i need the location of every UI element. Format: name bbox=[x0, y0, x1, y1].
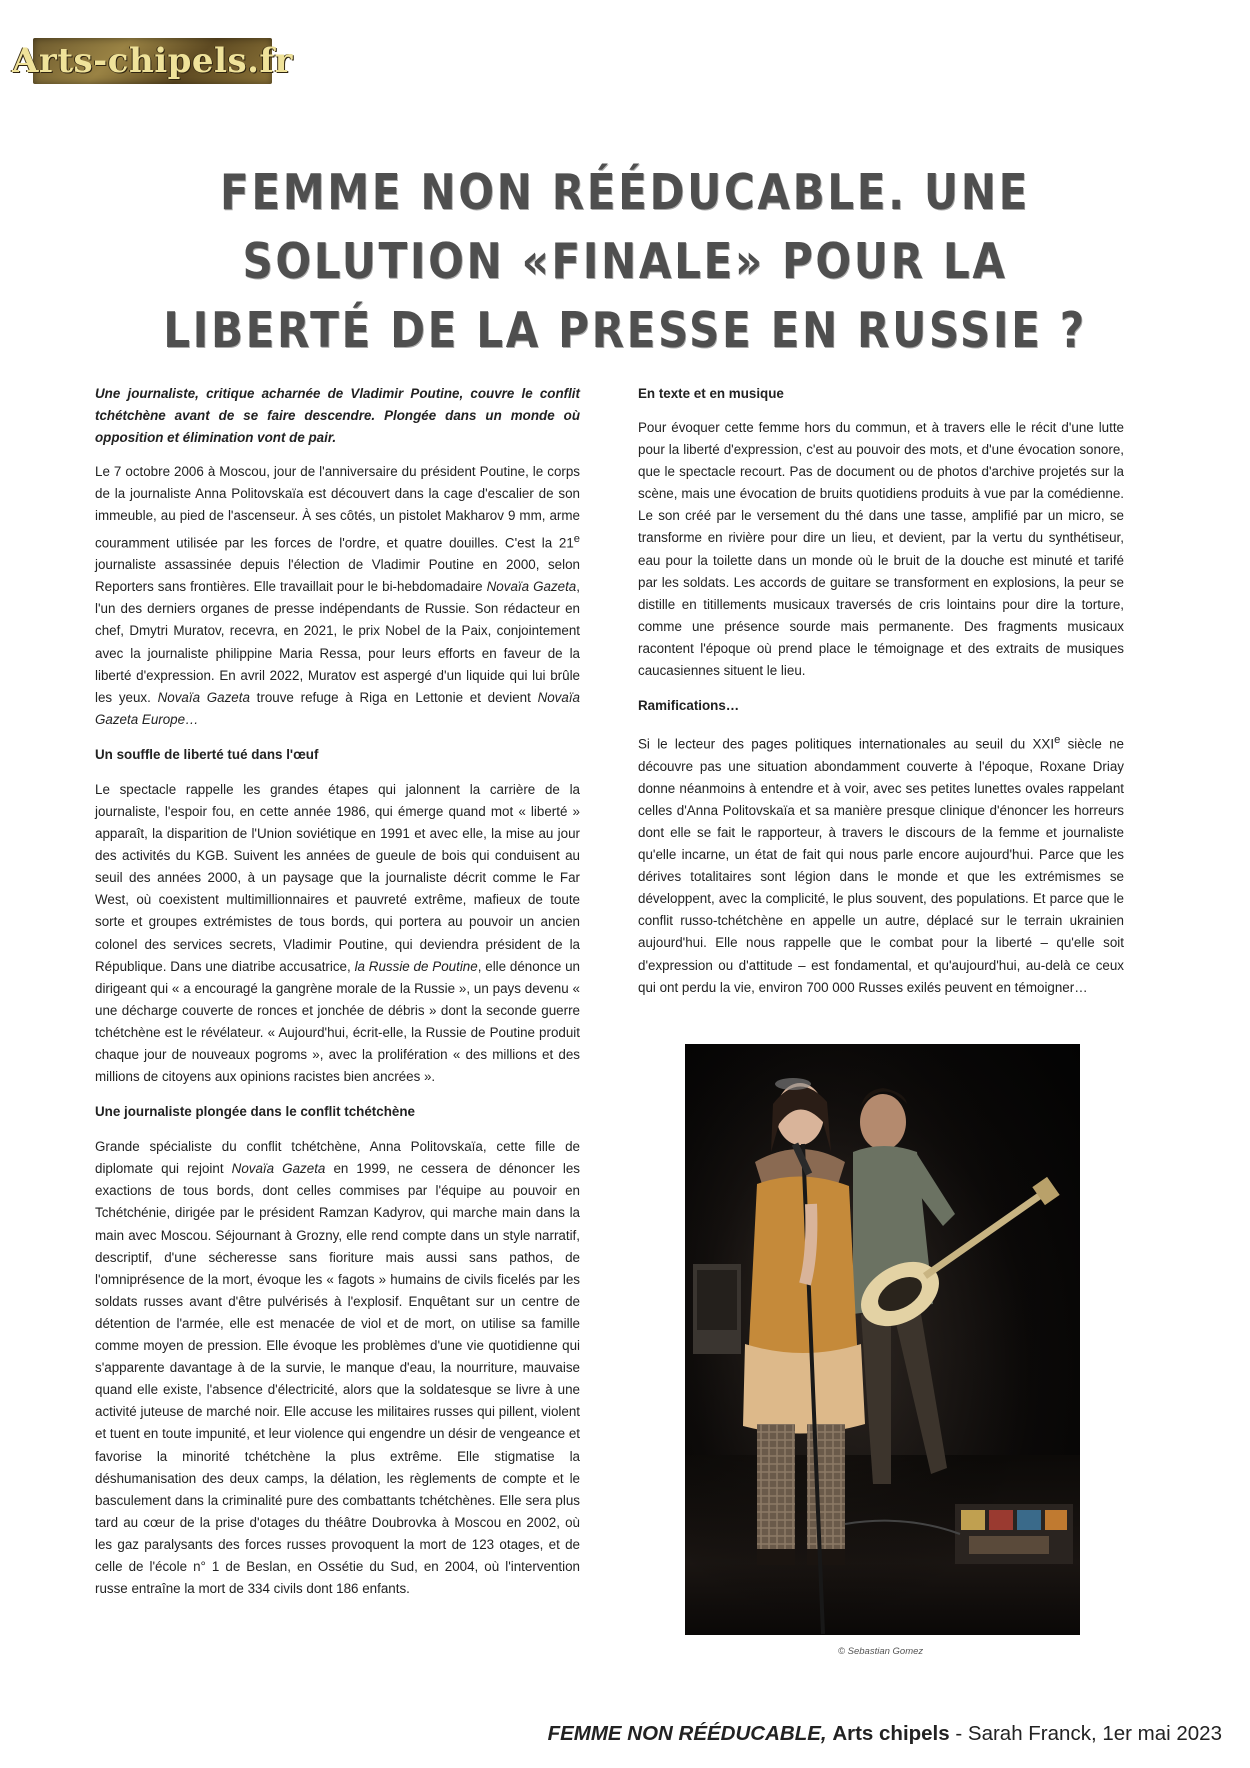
paragraph-5-text: Si le lecteur des pages politiques internationales au seuil du XXI bbox=[638, 736, 1055, 752]
paragraph-2-text: Le spectacle rappelle les grandes étapes qui jalonnent la carrière de la journaliste, l'espoir fou, en cette année 1986, qui émerge quand mot « liberté » apparaît, la disparition de l'Union soviétique en 1991 et avec elle, la mise au jour des activités du KGB. Suivent les années de gueule de bois qui conduisent au seuil des années 2000, à un paysage que la journaliste décrit comme le Far West, où coexistent multimillionnaires et pauvreté extrême, mafieux de toute sorte et groupes extrémistes de tous bords, qui portera au pouvoir un ancien colonel des services secrets, Vladimir Poutine, qui deviendra président de la République. Dans une diatribe accusatrice, bbox=[95, 781, 580, 974]
paragraph-3-text: Grande spécialiste du conflit tchétchène, Anna Politovskaïa, cette fille de diplomate qui rejoint bbox=[95, 1139, 580, 1177]
site-logo-text: Arts-chipels.fr bbox=[12, 41, 293, 81]
paragraph-1-text: journaliste assassinée depuis l'élection de Vladimir Poutine en 2000, selon Reporters sans frontières. Elle travaillait pour le bi-hebdomadaire bbox=[95, 557, 580, 595]
newspaper-name: Novaïa Gazeta bbox=[231, 1161, 326, 1177]
section-heading-3: En texte et en musique bbox=[638, 386, 784, 401]
newspaper-name: Novaïa Gazeta bbox=[157, 689, 250, 705]
paragraph-5-text: siècle ne découvre pas une situation abondamment couverte à l'époque, Roxane Driay donne néanmoins à entendre et à voir, avec ses petites lunettes ovales rappelant celles d'Anna Politovskaïa et sa manière presque clinique d'énoncer les horreurs dont elle se fait le rapporteur, à travers le discours de la femme et journaliste qu'elle incarne, un état de fait qui nous parle encore aujourd'hui. Parce que les dérives totalitaires sont légion dans le monde et que les extrémismes se développent, avec la complicité, le plus souvent, des populations. Et parce que le conflit russo-tchétchène en appelle un autre, déplacé sur le terrain ukrainien aujourd'hui. Elle nous rappelle que le combat pour la liberté – qu'elle soit d'expression ou d'attitude – est fondamental, et qu'aujourd'hui, au-delà ce ceux qui ont perdu la vie, environ 700 000 Russes exilés peuvent en témoigner… bbox=[638, 736, 1124, 995]
paragraph-2 bbox=[95, 779, 580, 1088]
stage-photo bbox=[685, 1044, 1080, 1635]
book-title: la Russie de Poutine bbox=[354, 958, 478, 974]
paragraph-3-text: en 1999, ne cessera de dénoncer les exactions de tous bords, dont celles commises par l'équipe au pouvoir en Tchétchénie, dirigée par le président Ramzan Kadyrov, qui marche main dans la main avec Moscou. Séjournant à Grozny, elle rend compte dans un style narratif, descriptif, d'une sécheresse sans fioriture mais aussi sans pathos, de l'omniprésence de la mort, évoque les « fagots » humains de civils ficelés par les soldats russes avant d'être pulvérisés à l'explosif. Enquêtant sur un centre de détention de l'armée, elle est menacée de viol et de mort, on utilise sa famille comme moyen de pression. Elle évoque les problèmes d'une vie quotidienne qui s'apparente davantage à de la survie, le manque d'eau, la nourriture, mauvaise quand elle existe, l'absence d'électricité, alors que la soldatesque se livre à une activité juteuse de marché noir. Elle accuse les militaires russes qui pillent, violent et tuent en toute impunité, et leur violence qui engendre un désir de vengeance et favorise la minorité tchétchène la plus extrême. Elle stigmatise la déshumanisation des deux camps, la délation, les règlements de compte et le basculement dans la criminalité pure des combattants tchétchènes. Elle sera plus tard au cœur de la prise d'otages du théâtre Doubrovka à Moscou en 2002, où les gaz paralysants des forces russes provoquent la mort de 123 otages, et de celle de l'école n° 1 de Beslan, en Ossétie du Sud, en 2004, où l'intervention russe entraîne la mort de 334 civils dont 186 enfants. bbox=[95, 1161, 580, 1597]
footer-publication: Arts chipels bbox=[832, 1722, 950, 1745]
newspaper-name: Novaïa Gazeta bbox=[486, 579, 577, 595]
article-column-right bbox=[638, 383, 1124, 1012]
stage-photo-illustration bbox=[685, 1044, 1080, 1635]
newspaper-name: Novaïa Gazeta Europe… bbox=[95, 689, 580, 727]
paragraph-1-text: trouve refuge à Riga en Lettonie et devient bbox=[249, 689, 538, 705]
paragraph-1-text: Le 7 octobre 2006 à Moscou, jour de l'anniversaire du président Poutine, le corps de la journaliste Anna Politovskaïa est découvert dans la cage d'escalier de son immeuble, au pied de l'ascenseur. À ses côtés, un pistolet Makharov 9 mm, arme couramment utilisée par les forces de l'ordre, et quatre douilles. C'est la 21 bbox=[95, 464, 580, 551]
paragraph-4: Pour évoquer cette femme hors du commun, et à travers elle le récit d'une lutte pour la liberté d'expression, c'est au pouvoir des mots, et d'une évocation sonore, que le spectacle recourt. Pas de document ou de photos d'archive projetés sur la scène, mais une évocation de bruits quotidiens produits à vue par la comédienne. Le son créé par le versement du thé dans une tasse, amplifié par un micro, se transforme en rivière pour dire un lieu, et devient, par la vertu du synthétiseur, eau pour la toilette dans un monde où le bruit de la douche est minuté et tarifé par les soldats. Les accords de guitare se transforment en explosions, la peur se distille en titillements musicaux traversés de cris lointains pour dire la torture, comme une présence sourde mais permanente. Des fragments musicaux racontent l'époque où prend place le témoignage et des extraits de musiques caucasiennes situent le lieu. bbox=[638, 420, 1124, 679]
site-logo[interactable] bbox=[12, 38, 293, 84]
pedalboard bbox=[955, 1504, 1073, 1564]
article-column-left bbox=[95, 383, 580, 1613]
section-heading-4: Ramifications… bbox=[638, 698, 740, 714]
paragraph-5 bbox=[638, 729, 1124, 999]
article-chapo: Une journaliste, critique acharnée de Vladimir Poutine, couvre le conflit tchétchène avant de se faire descendre. Plongée dans un monde où opposition et élimination vont de pair. bbox=[95, 386, 580, 446]
photo-credit: © Sebastian Gomez bbox=[838, 1646, 924, 1657]
paragraph-1 bbox=[95, 461, 580, 731]
footer-article-title: FEMME NON RÉÉDUCABLE, bbox=[547, 1722, 827, 1745]
ordinal-sup: e bbox=[573, 532, 580, 545]
paragraph-1-text: , l'un des derniers organes de presse indépendants de Russie. Son rédacteur en chef, Dmytri Muratov, recevra, en 2021, le prix Nobel de la Paix, conjointement avec la journaliste philippine Maria Ressa, pour leurs efforts en faveur de la liberté d'expression. En avril 2022, Muratov est aspergé d'un liquide qui lui brûle les yeux. bbox=[95, 579, 580, 705]
section-heading-1: Un souffle de liberté tué dans l'œuf bbox=[95, 746, 319, 762]
footer-author-date: - Sarah Franck, 1er mai 2023 bbox=[949, 1722, 1222, 1745]
section-heading-2: Une journaliste plongée dans le conflit tchétchène bbox=[95, 1104, 415, 1120]
article-title: FEMME NON RÉÉDUCABLE. UNE SOLUTION «FINALE» POUR LA LIBERTÉ DE LA PRESSE EN RUSSIE ? bbox=[163, 164, 1087, 359]
page-footer bbox=[548, 1722, 1222, 1746]
paragraph-3 bbox=[95, 1136, 580, 1600]
paragraph-2-text: , elle dénonce un dirigeant qui « a encouragé la gangrène morale de la Russie », un pays devenu « une décharge couverte de ronces et jonchée de débris » dont la seconde guerre tchétchène est le révélateur. « Aujourd'hui, écrit-elle, la Russie de Poutine produit chaque jour de nouveaux pogroms », avec la prolifération « des millions et des millions de citoyens aux opinions racistes bien ancrées ». bbox=[95, 958, 581, 1085]
century-sup: e bbox=[1054, 734, 1061, 747]
